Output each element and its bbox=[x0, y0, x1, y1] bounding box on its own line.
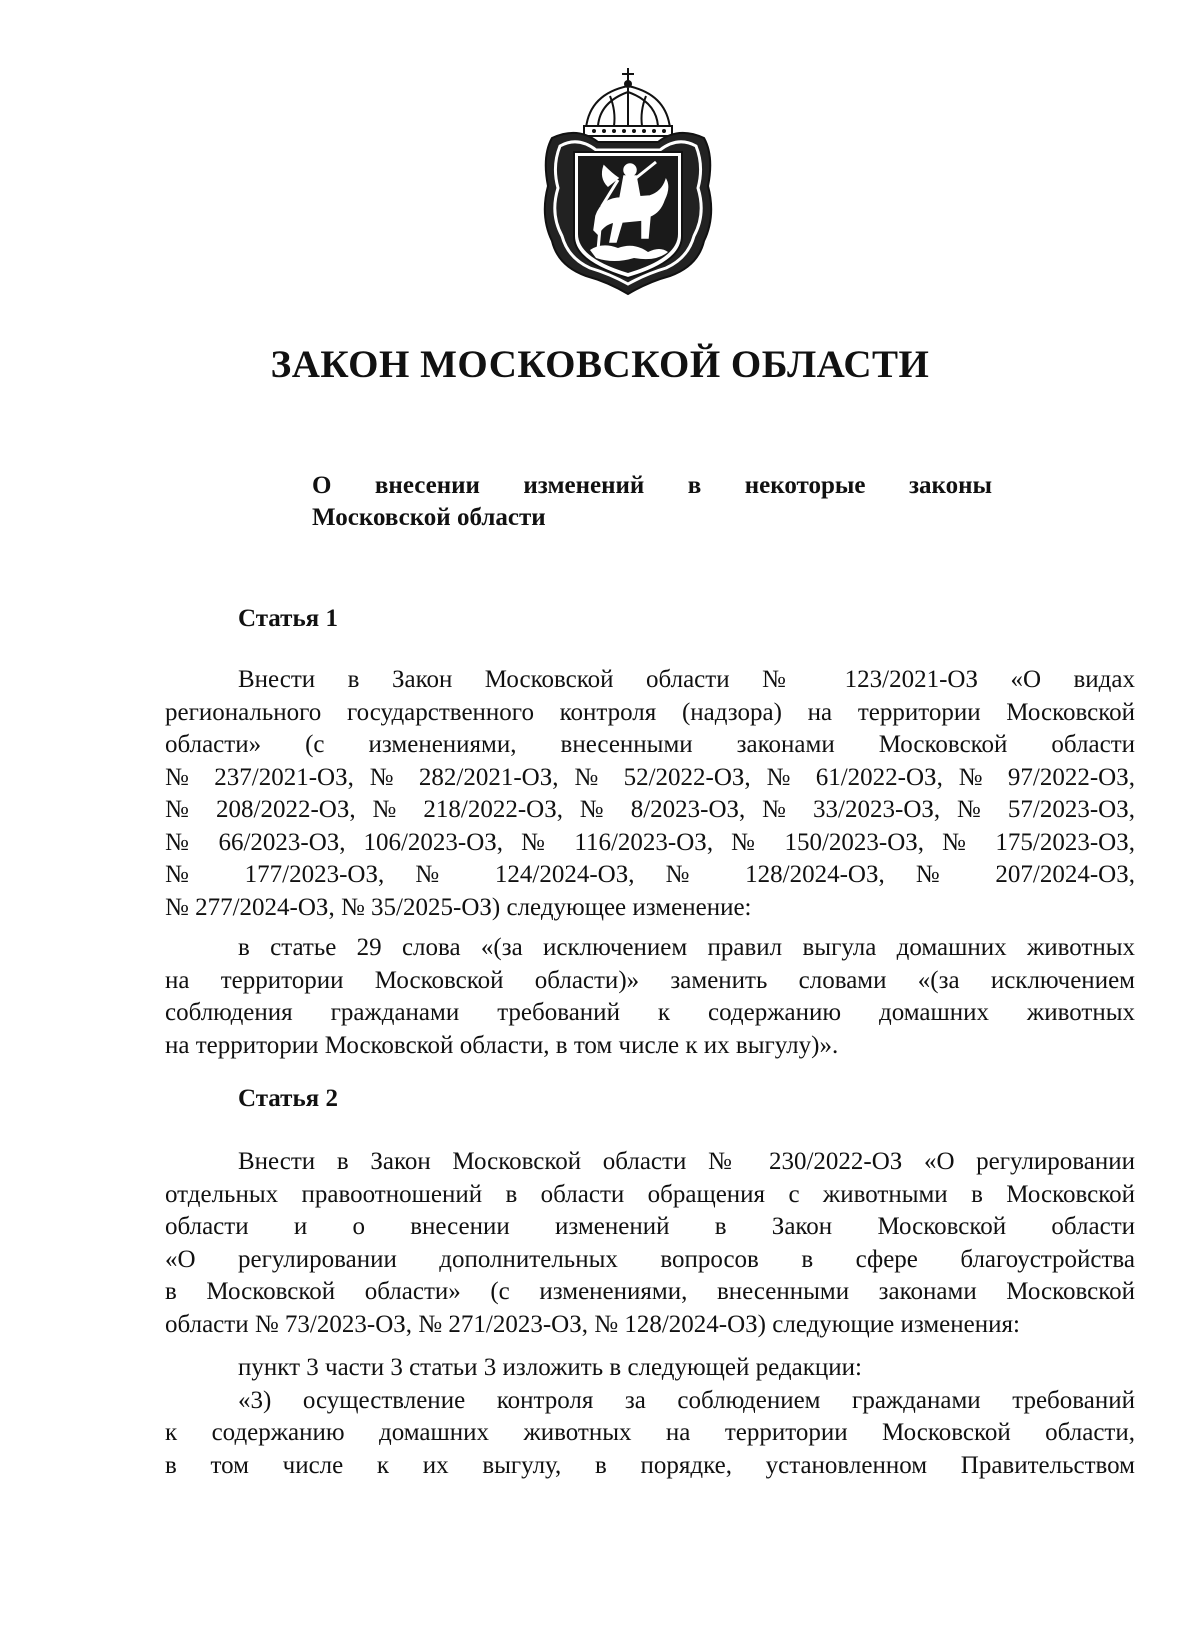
text-line: «3) осуществление контроля за соблюдением гражданами требований bbox=[238, 1386, 1135, 1414]
document-subject bbox=[312, 470, 992, 534]
text-line: Внести в Закон Московской области № 230/2022-ОЗ «О регулировании bbox=[238, 1148, 1135, 1175]
text-line: в статье 29 слова «(за исключением правил выгула домашних животных bbox=[238, 934, 1135, 961]
article-1-paragraph-2 bbox=[165, 932, 1135, 1062]
article-2-paragraph-1 bbox=[165, 1146, 1135, 1341]
text-line: области № 73/2023-ОЗ, № 271/2023-ОЗ, № 128/2024-ОЗ) следующие изменения: bbox=[165, 1310, 1020, 1338]
text-line: пункт 3 части 3 статьи 3 изложить в следующей редакции: bbox=[238, 1354, 862, 1381]
article-1-heading: Статья 1 bbox=[238, 605, 338, 632]
text-line: в Московской области» (с изменениями, внесенными законами Московской bbox=[165, 1278, 1135, 1305]
article-2-paragraph-2 bbox=[165, 1352, 1135, 1482]
text-line: № 237/2021-ОЗ, № 282/2021-ОЗ, № 52/2022-ОЗ, № 61/2022-ОЗ, № 97/2022-ОЗ, bbox=[165, 763, 1135, 791]
article-2-heading: Статья 2 bbox=[238, 1085, 338, 1112]
text-line: на территории Московской области, в том числе к их выгулу)». bbox=[165, 1031, 839, 1059]
text-line: Внести в Закон Московской области № 123/2021-ОЗ «О видах bbox=[238, 666, 1135, 693]
text-line: к содержанию домашних животных на территории Московской области, bbox=[165, 1419, 1135, 1446]
article-1-paragraph-1 bbox=[165, 664, 1135, 924]
text-line: «О регулировании дополнительных вопросов в сфере благоустройства bbox=[165, 1245, 1135, 1273]
text-line: соблюдения гражданами требований к содержанию домашних животных bbox=[165, 999, 1135, 1026]
subject-line: Московской области bbox=[312, 504, 546, 531]
coat-of-arms-emblem bbox=[538, 66, 718, 296]
text-line: № 177/2023-ОЗ, № 124/2024-ОЗ, № 128/2024-ОЗ, № 207/2024-ОЗ, bbox=[165, 861, 1135, 888]
text-line: № 277/2024-ОЗ, № 35/2025-ОЗ) следующее изменение: bbox=[165, 893, 752, 921]
text-line: отдельных правоотношений в области обращения с животными в Московской bbox=[165, 1180, 1135, 1208]
document-title: ЗАКОН МОСКОВСКОЙ ОБЛАСТИ bbox=[270, 343, 930, 386]
text-line: области и о внесении изменений в Закон Московской области bbox=[165, 1213, 1135, 1240]
text-line: № 208/2022-ОЗ, № 218/2022-ОЗ, № 8/2023-ОЗ, № 33/2023-ОЗ, № 57/2023-ОЗ, bbox=[165, 796, 1135, 823]
subject-line: О внесении изменений в некоторые законы bbox=[312, 472, 992, 499]
text-line: в том числе к их выгулу, в порядке, установленном Правительством bbox=[165, 1451, 1135, 1479]
text-line: на территории Московской области)» заменить словами «(за исключением bbox=[165, 966, 1135, 994]
text-line: регионального государственного контроля (надзора) на территории Московской bbox=[165, 698, 1135, 726]
text-line: области» (с изменениями, внесенными законами Московской области bbox=[165, 731, 1135, 758]
text-line: № 66/2023-ОЗ, 106/2023-ОЗ, № 116/2023-ОЗ, № 150/2023-ОЗ, № 175/2023-ОЗ, bbox=[165, 828, 1135, 856]
